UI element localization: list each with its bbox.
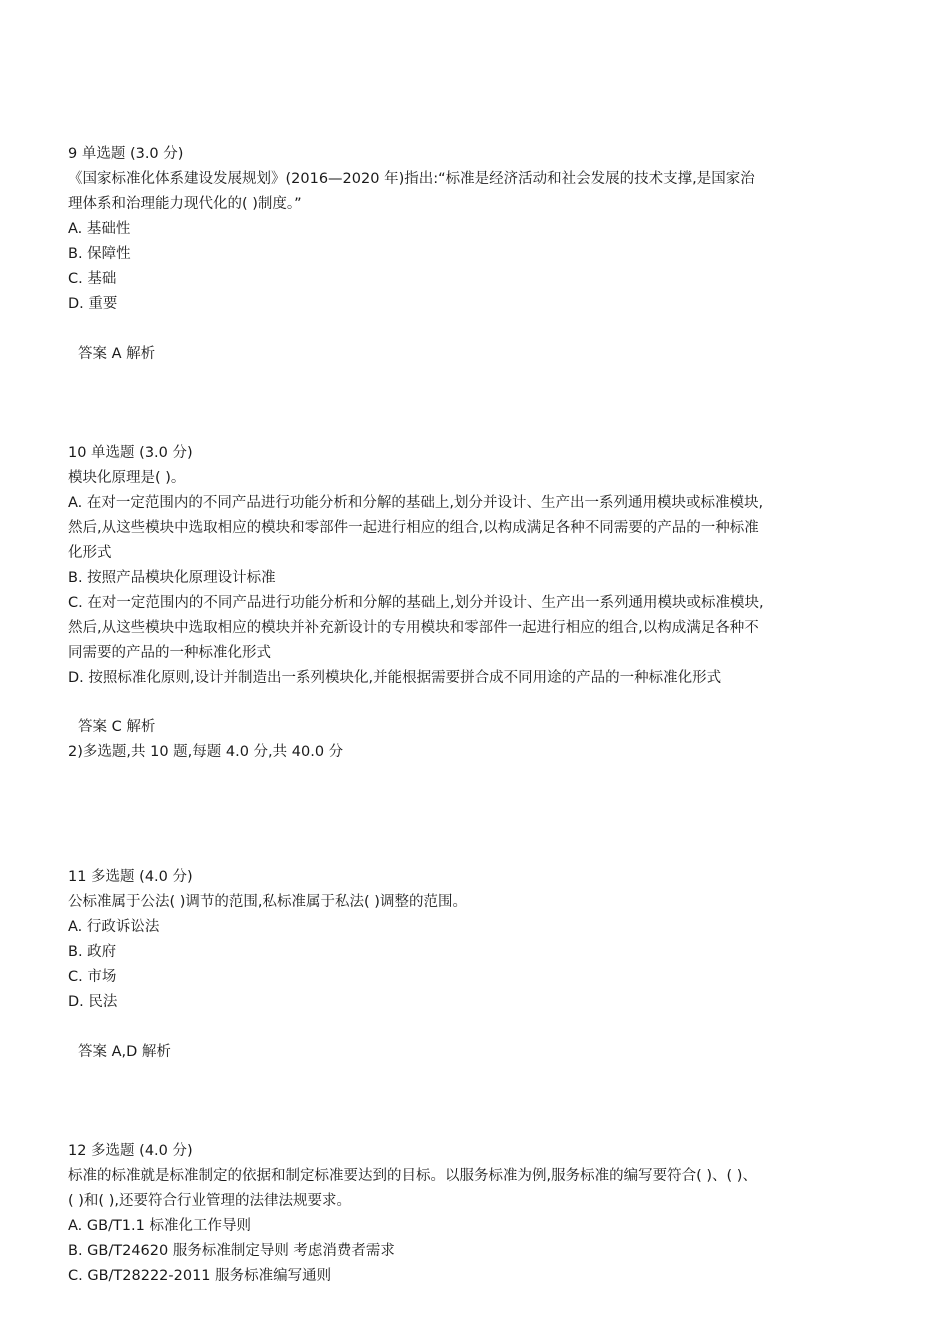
option-a: A. 行政诉讼法 [68, 919, 160, 935]
option-b: B. GB/T24620 服务标准制定导则 考虑消费者需求 [68, 1243, 395, 1259]
question-header: 11 多选题 (4.0 分) [68, 869, 193, 885]
question-stem: 模块化原理是( )。 [68, 470, 186, 486]
option-d: D. 民法 [68, 994, 118, 1010]
option-b: B. 保障性 [68, 246, 131, 262]
question-header: 10 单选题 (3.0 分) [68, 445, 193, 461]
option-c-continued: 同需要的产品的一种标准化形式 [68, 645, 271, 661]
option-d: D. 重要 [68, 296, 118, 312]
option-c: C. 基础 [68, 271, 117, 287]
option-a: A. 在对一定范围内的不同产品进行功能分析和分解的基础上,划分并设计、生产出一系列通用模块或标准模块, [68, 495, 764, 511]
option-c: C. GB/T28222-2011 服务标准编写通则 [68, 1268, 332, 1284]
answer-line: 答案 C 解析 [78, 719, 156, 735]
section-heading: 2)多选题,共 10 题,每题 4.0 分,共 40.0 分 [68, 744, 344, 760]
answer-line: 答案 A,D 解析 [78, 1044, 171, 1060]
option-c: C. 在对一定范围内的不同产品进行功能分析和分解的基础上,划分并设计、生产出一系列通用模块或标准模块, [68, 595, 764, 611]
option-d: D. 按照标准化原则,设计并制造出一系列模块化,并能根据需要拼合成不同用途的产品的一种标准化形式 [68, 670, 722, 686]
option-b: B. 政府 [68, 944, 117, 960]
option-b: B. 按照产品模块化原理设计标准 [68, 570, 276, 586]
question-stem: ( )和( ),还要符合行业管理的法律法规要求。 [68, 1193, 351, 1209]
answer-line: 答案 A 解析 [78, 346, 156, 362]
question-stem: 理体系和治理能力现代化的( )制度。” [68, 196, 302, 212]
question-stem: 《国家标准化体系建设发展规划》(2016—2020 年)指出:“标准是经济活动和社会发展的技术支撑,是国家治 [68, 171, 755, 187]
question-stem: 公标准属于公法( )调节的范围,私标准属于私法( )调整的范围。 [68, 894, 467, 910]
option-a: A. GB/T1.1 标准化工作导则 [68, 1218, 251, 1234]
option-c-continued: 然后,从这些模块中选取相应的模块并补充新设计的专用模块和零部件一起进行相应的组合,以构成满足各种不 [68, 620, 759, 636]
option-a-continued: 然后,从这些模块中选取相应的模块和零部件一起进行相应的组合,以构成满足各种不同需要的产品的一种标准 [68, 520, 759, 536]
question-header: 9 单选题 (3.0 分) [68, 146, 184, 162]
question-header: 12 多选题 (4.0 分) [68, 1143, 193, 1159]
option-a-continued: 化形式 [68, 545, 112, 561]
option-c: C. 市场 [68, 969, 117, 985]
question-stem: 标准的标准就是标准制定的依据和制定标准要达到的目标。以服务标准为例,服务标准的编写要符合( )、( )、 [68, 1168, 757, 1184]
option-a: A. 基础性 [68, 221, 131, 237]
